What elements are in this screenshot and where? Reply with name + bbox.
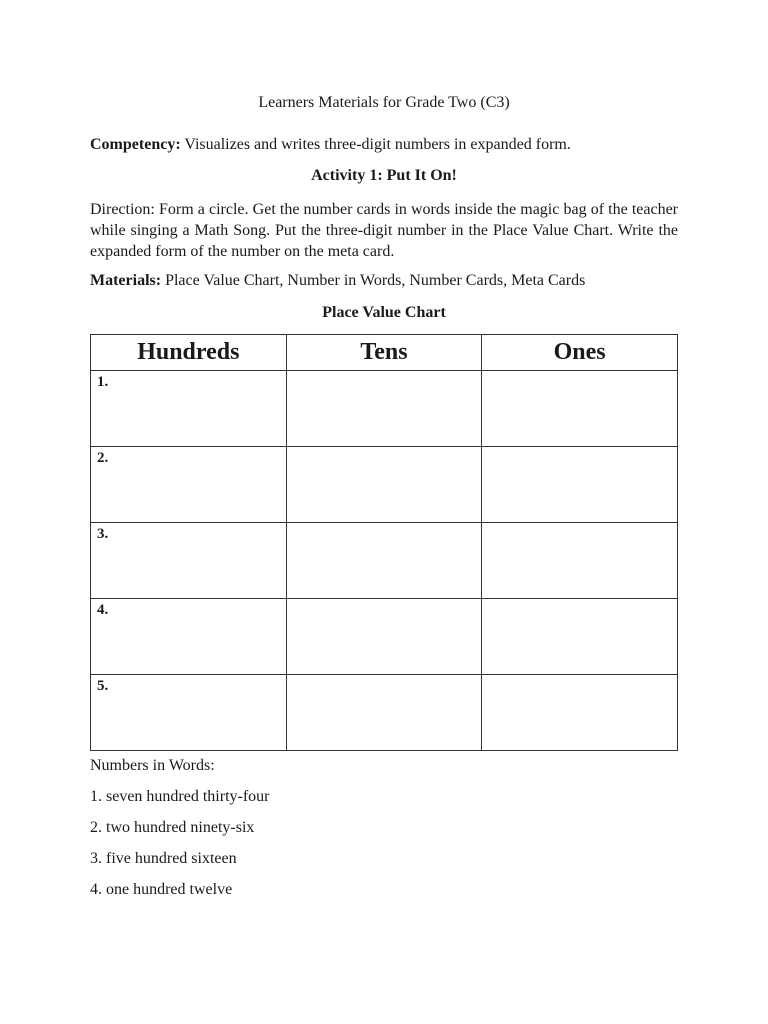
list-item: 2. two hundred ninety-six [90,819,255,836]
list-item: 1. seven hundred thirty-four [90,788,270,805]
table-row [91,447,678,523]
competency-line [90,136,678,154]
ones-cell[interactable] [482,675,678,751]
numbers-in-words-heading: Numbers in Words: [90,757,215,774]
header-tens: Tens [286,335,482,371]
table-row [91,371,678,447]
ones-cell[interactable] [482,447,678,523]
row-label-cell[interactable]: 2. [91,447,287,523]
row-label-cell[interactable]: 3. [91,523,287,599]
ones-cell[interactable] [482,599,678,675]
ones-cell[interactable] [482,523,678,599]
table-row [91,675,678,751]
header-hundreds: Hundreds [91,335,287,371]
document-title: Learners Materials for Grade Two (C3) [258,94,510,111]
competency-label: Competency: [90,136,181,153]
table-header-row [91,335,678,371]
row-label-cell[interactable]: 4. [91,599,287,675]
ones-cell[interactable] [482,371,678,447]
tens-cell[interactable] [286,447,482,523]
place-value-chart-title: Place Value Chart [322,304,446,321]
table-row [91,523,678,599]
tens-cell[interactable] [286,523,482,599]
numbers-in-words-list [90,788,270,912]
materials-text: Place Value Chart, Number in Words, Number Cards, Meta Cards [161,272,586,289]
table-row [91,599,678,675]
place-value-chart-table [90,334,678,751]
tens-cell[interactable] [286,371,482,447]
header-ones: Ones [482,335,678,371]
list-item: 3. five hundred sixteen [90,850,237,867]
direction-paragraph: Direction: Form a circle. Get the number cards in words inside the magic bag of the teacher while singing a Math Song. Put the three-digit number in the Place Value Chart. Write the expanded form of the number on the meta card. [90,201,678,260]
competency-text: Visualizes and writes three-digit numbers in expanded form. [180,136,571,153]
tens-cell[interactable] [286,675,482,751]
row-label-cell[interactable]: 5. [91,675,287,751]
activity-title: Activity 1: Put It On! [311,167,457,184]
row-label-cell[interactable]: 1. [91,371,287,447]
materials-line [90,272,678,290]
list-item: 4. one hundred twelve [90,881,233,898]
materials-label: Materials: [90,272,162,289]
tens-cell[interactable] [286,599,482,675]
